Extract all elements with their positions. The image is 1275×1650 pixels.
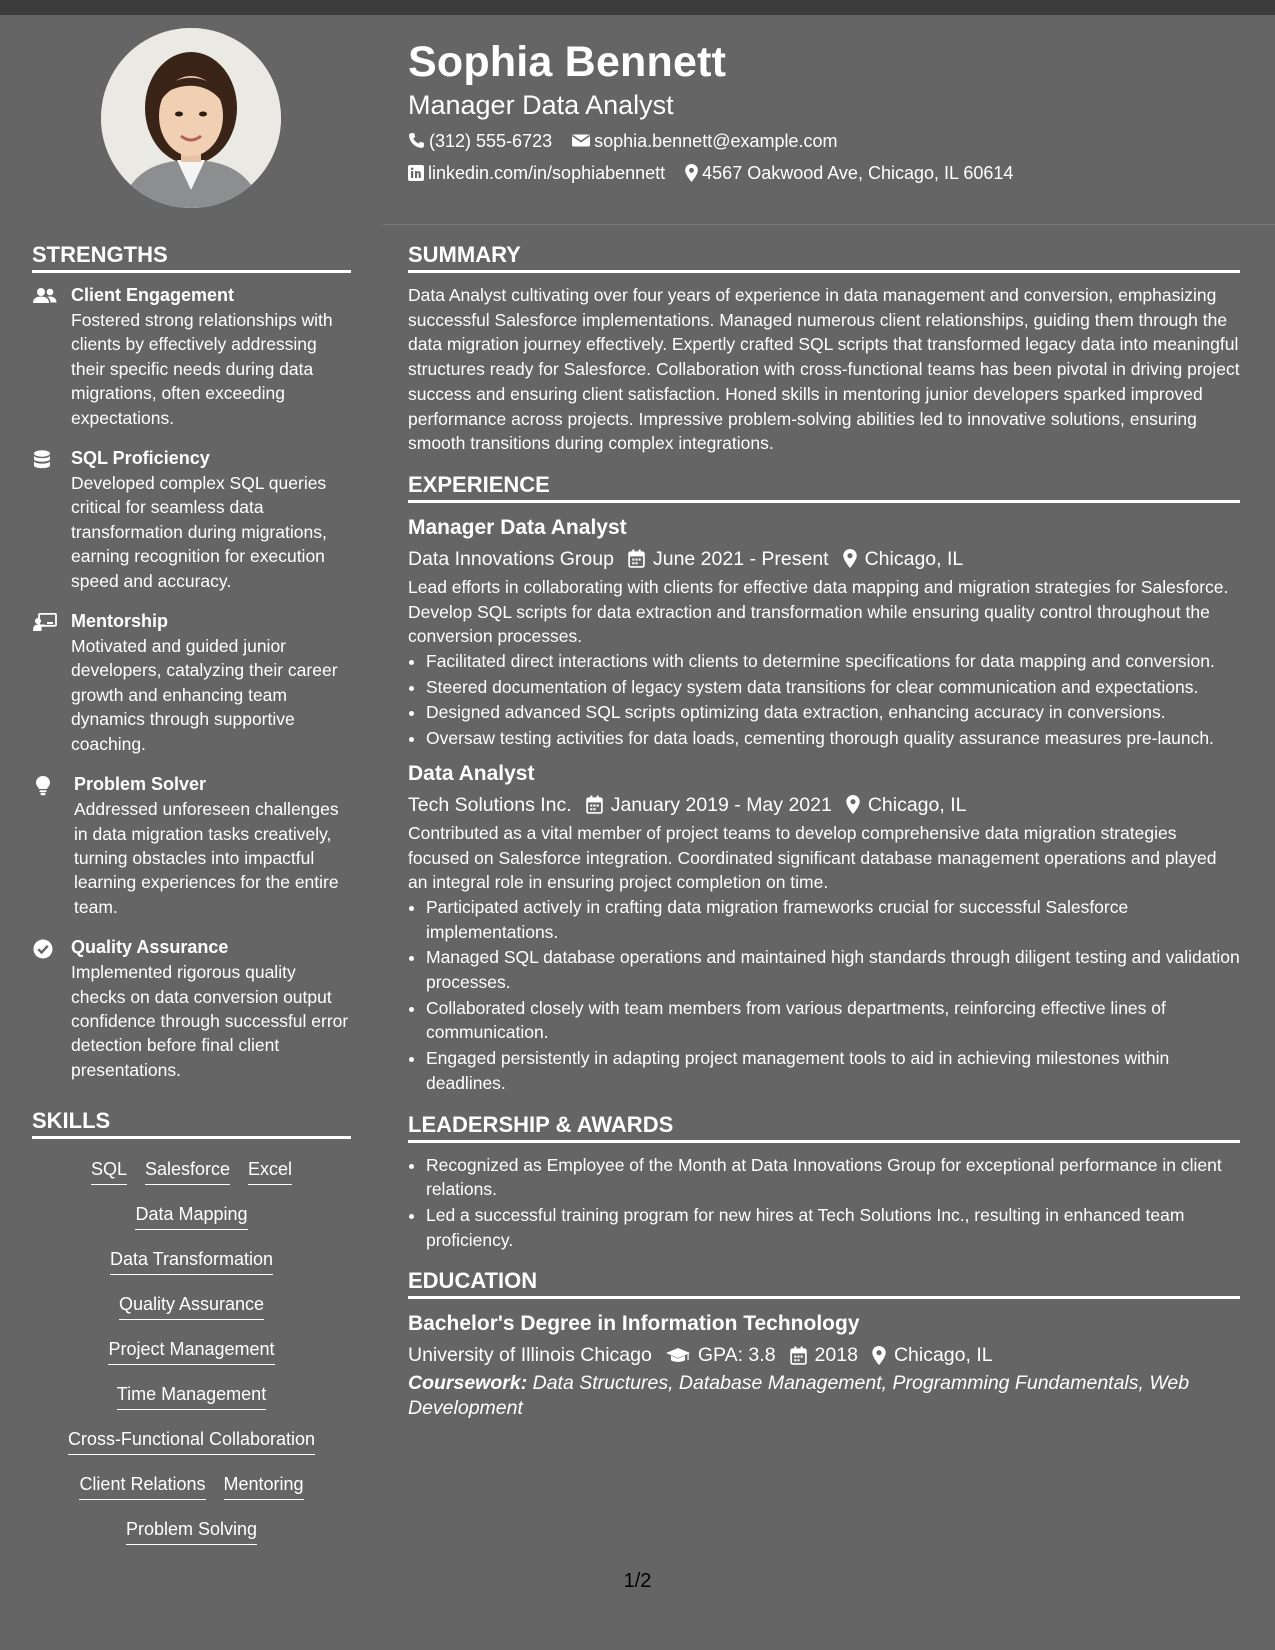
company: Data Innovations Group — [408, 547, 614, 570]
job-description: Lead efforts in collaborating with clients for effective data mapping and migration strategies for Salesforce. Develop SQL scripts for data extraction and transformation while ensuring quality control throughout the conversion processes. — [408, 576, 1229, 647]
strength-title: SQL Proficiency — [71, 448, 210, 469]
graduation-year: 2018 — [814, 1344, 858, 1367]
job-entry — [408, 513, 1240, 751]
leadership-list — [408, 1153, 1240, 1253]
job-location: Chicago, IL — [867, 793, 967, 816]
skill-tag: Salesforce — [145, 1157, 230, 1185]
right-column — [408, 240, 1240, 1421]
job-bullets — [408, 649, 1240, 751]
strength-item — [32, 935, 351, 1082]
summary-text: Data Analyst cultivating over four years of experience in data management and conversion, emphasizing successful Salesforce implementations. Managed numerous client relationships, guiding them through the data migration journey effectively. Expertly crafted SQL scripts that transformed legacy data into meaningful structures ready for Salesforce. Collaboration with cross-functional teams has been pivotal in driving project success and ensuring client satisfaction. Honed skills in mentoring junior developers sparked improved performance across projects. Impressive problem-solving abilities led to innovative solutions, ensuring smooth transitions during complex integrations. — [408, 285, 1240, 454]
skill-tag: Problem Solving — [126, 1517, 257, 1545]
job-bullet: • Collaborated closely with team members from various departments, reinforcing effective lines of communication. — [426, 996, 1240, 1045]
job-dates: January 2019 - May 2021 — [610, 793, 832, 816]
education-meta — [408, 1339, 1240, 1371]
users-icon — [33, 287, 57, 305]
strength-title: Quality Assurance — [71, 937, 229, 958]
job-bullet: • Steered documentation of legacy system data transitions for clear communication and expectations. — [426, 675, 1240, 700]
lightbulb-icon — [36, 776, 50, 796]
candidate-name: Sophia Bennett — [408, 38, 727, 86]
skills-list — [32, 1157, 351, 1562]
job-dates: June 2021 - Present — [652, 547, 829, 570]
phone-text[interactable]: (312) 555-6723 — [429, 130, 553, 151]
job-meta — [408, 543, 1240, 575]
header-divider — [383, 224, 1275, 225]
job-bullet: • Managed SQL database operations and maintained high standards through diligent testing and validation processes. — [426, 945, 1240, 994]
skill-tag: Quality Assurance — [119, 1292, 264, 1320]
job-bullet: • Oversaw testing activities for data loads, cementing thorough quality assurance measures pre-launch. — [426, 726, 1240, 751]
contact-line-1 — [408, 125, 1248, 157]
strengths-heading: STRENGTHS — [32, 240, 351, 273]
job-title: Manager Data Analyst — [408, 515, 627, 539]
skill-tag: SQL — [91, 1157, 127, 1185]
map-marker-icon — [872, 1346, 886, 1365]
strength-item — [32, 283, 351, 430]
skill-tag: Cross-Functional Collaboration — [68, 1427, 315, 1455]
job-meta — [408, 789, 1240, 821]
skill-tag: Client Relations — [79, 1472, 205, 1500]
email-contact — [572, 125, 837, 157]
job-title: Data Analyst — [408, 761, 535, 785]
job-location: Chicago, IL — [864, 547, 964, 570]
education-location: Chicago, IL — [893, 1344, 993, 1367]
candidate-role: Manager Data Analyst — [408, 90, 674, 121]
award-item: • Recognized as Employee of the Month at Data Innovations Group for exceptional performance in client relations. — [426, 1153, 1240, 1202]
education-heading: EDUCATION — [408, 1266, 1240, 1299]
strength-title: Problem Solver — [74, 774, 207, 795]
phone-icon — [408, 132, 425, 149]
strength-desc: Motivated and guided junior developers, catalyzing their career growth and enhancing team dynamics through supportive coaching. — [71, 636, 338, 754]
profile-photo — [101, 28, 281, 208]
linkedin-contact — [408, 157, 665, 189]
coursework — [408, 1371, 1240, 1421]
summary-heading: SUMMARY — [408, 240, 1240, 273]
job-bullet: • Designed advanced SQL scripts optimizing data extraction, enhancing accuracy in conversions. — [426, 700, 1240, 725]
map-marker-icon — [843, 549, 857, 568]
skill-tag: Data Mapping — [135, 1202, 247, 1230]
job-bullets — [408, 895, 1240, 1096]
school: University of Illinois Chicago — [408, 1344, 652, 1367]
skill-tag: Time Management — [117, 1382, 266, 1410]
phone-contact — [408, 125, 552, 157]
leadership-heading: LEADERSHIP & AWARDS — [408, 1110, 1240, 1143]
strength-desc: Implemented rigorous quality checks on data conversion output confidence through successful error detection before final client presentations. — [71, 962, 349, 1080]
coursework-text: Data Structures, Database Management, Programming Fundamentals, Web Development — [408, 1372, 1190, 1420]
strength-title: Client Engagement — [71, 285, 235, 305]
degree-title: Bachelor's Degree in Information Technology — [408, 1312, 860, 1336]
gpa: GPA: 3.8 — [697, 1344, 776, 1367]
address-text: 4567 Oakwood Ave, Chicago, IL 60614 — [702, 162, 1014, 183]
job-description: Contributed as a vital member of project teams to develop comprehensive data migration strategies focused on Salesforce integration. Coordinated significant database management operations and played an integral role in ensuring project completion on time. — [408, 822, 1217, 893]
strength-item — [32, 609, 351, 756]
map-marker-icon — [846, 795, 860, 814]
calendar-icon — [628, 549, 645, 568]
strength-item — [32, 446, 351, 593]
strength-desc: Developed complex SQL queries critical for seamless data transformation during migrations, earning recognition for execution speed and accuracy. — [71, 473, 327, 591]
experience-heading: EXPERIENCE — [408, 470, 1240, 503]
strength-desc: Fostered strong relationships with clients by effectively addressing their specific needs during data migrations, often exceeding expectations. — [71, 310, 333, 428]
award-item: • Led a successful training program for new hires at Tech Solutions Inc., resulting in enhanced team proficiency. — [426, 1203, 1240, 1252]
coursework-label: Coursework: — [408, 1372, 528, 1395]
email-text[interactable]: sophia.bennett@example.com — [594, 130, 838, 151]
strength-title: Mentorship — [71, 611, 168, 632]
strength-desc: Addressed unforeseen challenges in data migration tasks creatively, turning obstacles into impactful learning experiences for the entire team. — [74, 799, 339, 917]
job-entry — [408, 759, 1240, 1096]
envelope-icon — [572, 133, 590, 148]
top-bar — [0, 0, 1275, 15]
strength-item — [32, 772, 351, 919]
graduation-cap-icon — [666, 1347, 690, 1364]
job-bullet: • Participated actively in crafting data migration frameworks crucial for successful Salesforce implementations. — [426, 895, 1240, 944]
skill-tag: Project Management — [108, 1337, 274, 1365]
skill-tag: Mentoring — [224, 1472, 304, 1500]
company: Tech Solutions Inc. — [408, 793, 572, 816]
check-circle-icon — [33, 939, 53, 959]
resume-header — [408, 40, 1248, 189]
database-icon — [33, 450, 51, 470]
contact-line-2 — [408, 157, 1248, 189]
left-column — [32, 240, 351, 1562]
linkedin-text[interactable]: linkedin.com/in/sophiabennett — [428, 162, 666, 183]
linkedin-icon — [408, 165, 424, 181]
address-contact — [685, 157, 1013, 189]
job-bullet: • Engaged persistently in adapting project management tools to aid in achieving milestones within deadlines. — [426, 1046, 1240, 1095]
skill-tag: Excel — [248, 1157, 292, 1185]
page-number: 1/2 — [623, 1570, 652, 1592]
job-bullet: • Facilitated direct interactions with clients to determine specifications for data mapping and conversion. — [426, 649, 1240, 674]
calendar-icon — [586, 795, 603, 814]
skills-heading: SKILLS — [32, 1106, 351, 1139]
chalkboard-teacher-icon — [33, 613, 57, 631]
skill-tag: Data Transformation — [110, 1247, 273, 1275]
map-marker-icon — [685, 164, 698, 182]
calendar-icon — [790, 1346, 807, 1365]
